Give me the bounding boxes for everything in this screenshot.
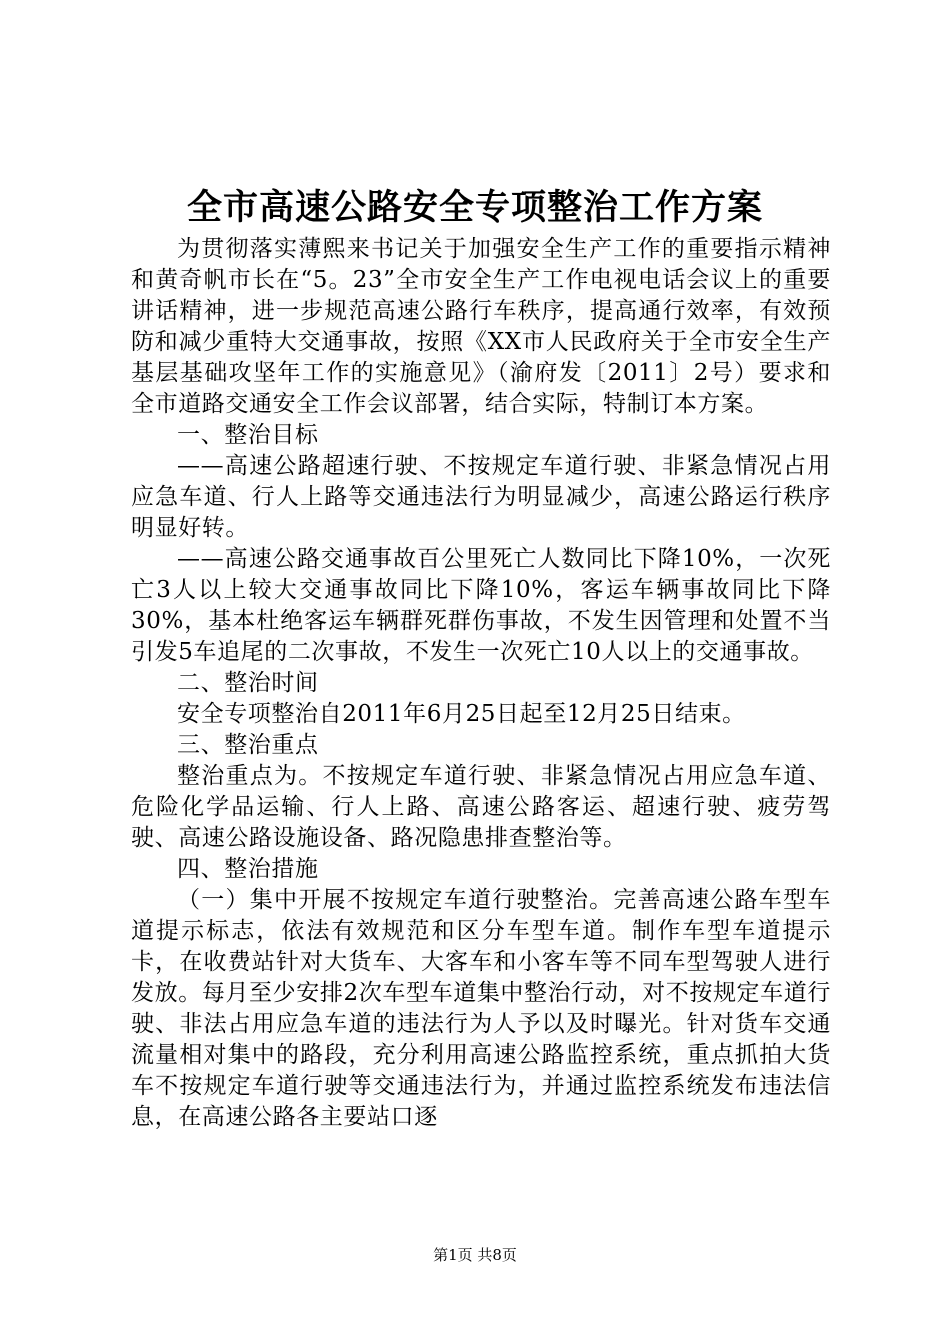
page-title: 全市高速公路安全专项整治工作方案 <box>186 187 763 228</box>
paragraph-intro: 为贯彻落实薄熙来书记关于加强安全生产工作的重要指示精神和黄奇帆市长在“5。23”全市安全生产工作电视电话会议上的重要讲话精神，进一步规范高速公路行车秩序，提高通行效率，有效预防和减少重特大交通事故，按照《XX市人民政府关于全市安全生产基层基础攻坚年工作的实施意见》（渝府发〔2011〕2号）要求和全市道路交通安全工作会议部署，结合实际，特制订本方案。 <box>131 236 831 417</box>
paragraph-goal-2: ——高速公路交通事故百公里死亡人数同比下降10%，一次死亡3人以上较大交通事故同比下降10%，客运车辆事故同比下降30%，基本杜绝客运车辆群死群伤事故，不发生因管理和处置不当引发5车追尾的二次事故，不发生一次死亡10人以上的交通事故。 <box>131 546 831 665</box>
paragraph-goal-1: ——高速公路超速行驶、不按规定车道行驶、非紧急情况占用应急车道、行人上路等交通违法行为明显减少，高速公路运行秩序明显好转。 <box>131 453 831 541</box>
section-heading-time: 二、整治时间 <box>177 670 319 696</box>
page-footer: 第1页 共8页 <box>433 1246 517 1264</box>
document-body <box>131 234 831 1133</box>
paragraph-time: 安全专项整治自2011年6月25日起至12月25日结束。 <box>177 701 746 727</box>
section-heading-goals: 一、整治目标 <box>177 422 319 448</box>
paragraph-focus: 整治重点为。不按规定车道行驶、非紧急情况占用应急车道、危险化学品运输、行人上路、高速公路客运、超速行驶、疲劳驾驶、高速公路设施设备、路况隐患排查整治等。 <box>131 763 831 851</box>
section-heading-measures: 四、整治措施 <box>177 856 319 882</box>
section-heading-focus: 三、整治重点 <box>177 732 319 758</box>
paragraph-measure-1: （一）集中开展不按规定车道行驶整治。完善高速公路车型车道提示标志，依法有效规范和区分车型车道。制作车型车道提示卡，在收费站针对大货车、大客车和小客车等不同车型驾驶人进行发放。每月至少安排2次车型车道集中整治行动，对不按规定车道行驶、非法占用应急车道的违法行为人予以及时曝光。针对货车交通流量相对集中的路段，充分利用高速公路监控系统，重点抓拍大货车不按规定车道行驶等交通违法行为，并通过监控系统发布违法信息，在高速公路各主要站口逐 <box>131 887 831 1130</box>
